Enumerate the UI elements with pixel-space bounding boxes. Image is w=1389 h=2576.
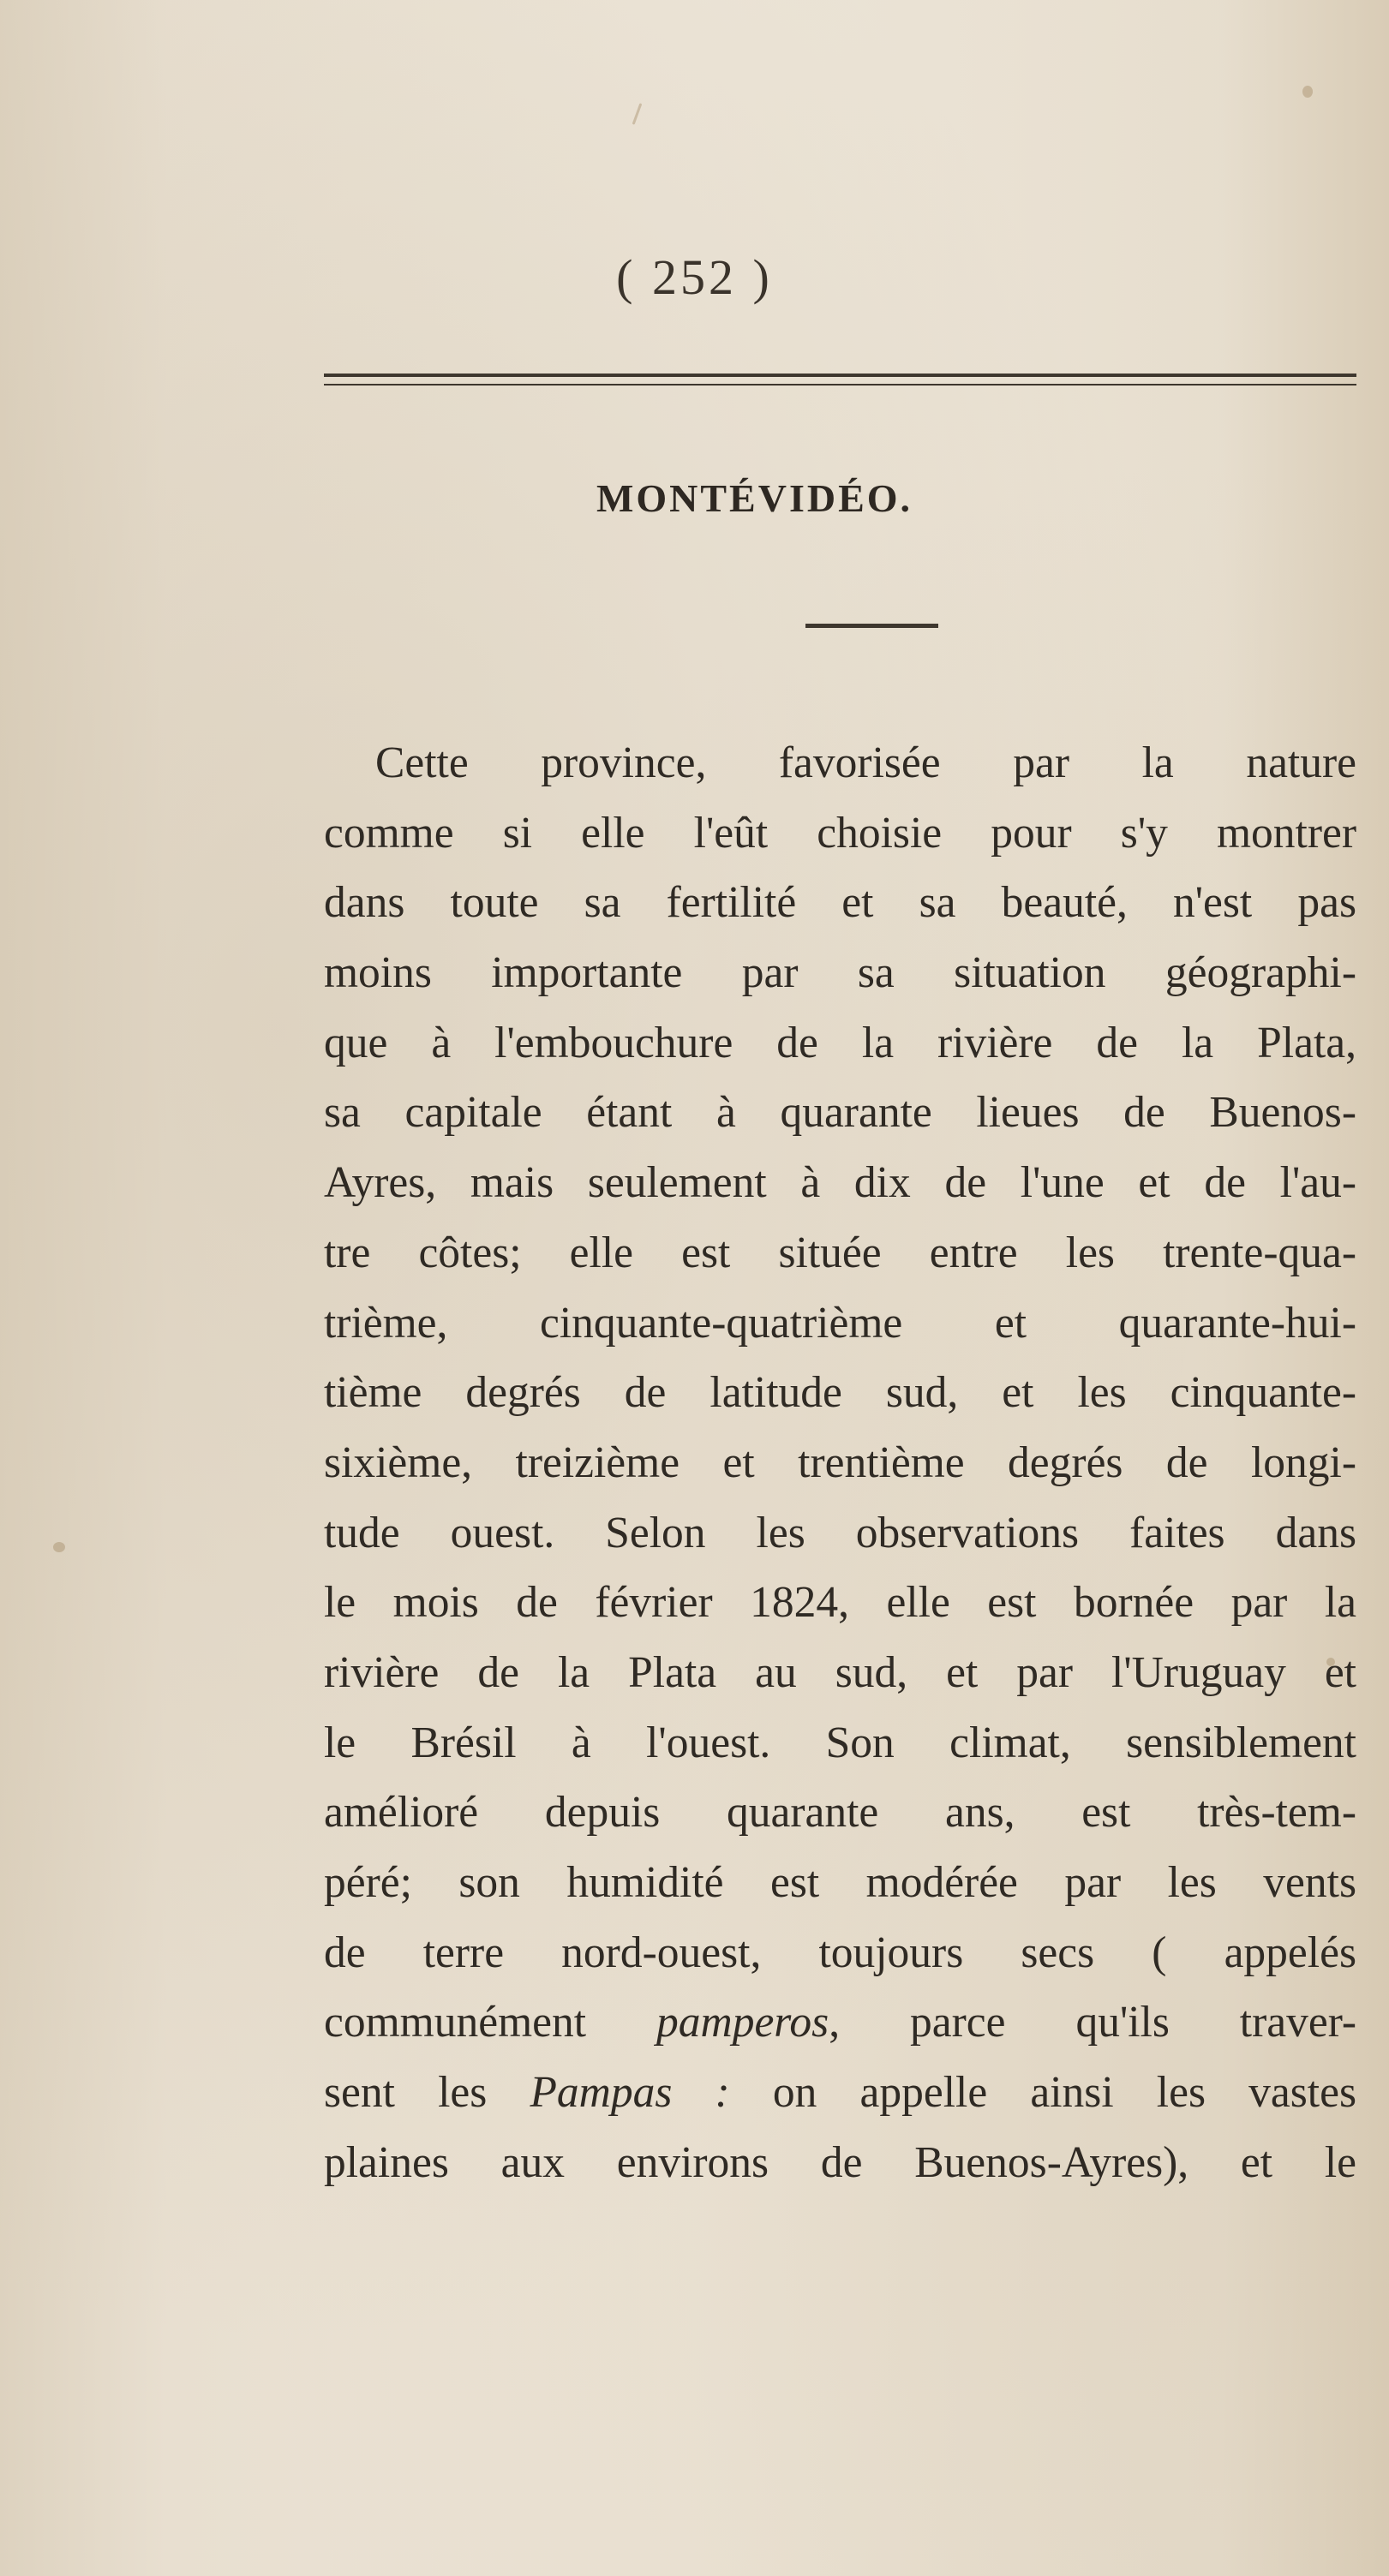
text-line: tude ouest. Selon les observations faites dans: [324, 1508, 1356, 1557]
heading-rule: [805, 624, 938, 628]
header-double-rule: [324, 374, 1356, 386]
text-run: on appelle ainsi les vastes: [729, 2068, 1356, 2118]
text-line: tre côtes; elle est située entre les trente-qua-: [324, 1228, 1356, 1277]
text-line: plaines aux environs de Buenos-Ayres), et le: [324, 2137, 1356, 2187]
text-line: Ayres, mais seulement à dix de l'une et de l'au-: [324, 1158, 1356, 1208]
text-line: le mois de février 1824, elle est bornée par la: [324, 1578, 1356, 1628]
text-line: [324, 2058, 1356, 2128]
foxing-spot: [1302, 86, 1313, 98]
text-run: , parce qu'ils traver-: [829, 1998, 1357, 2047]
text-line: sa capitale étant à quarante lieues de Buenos-: [324, 1088, 1356, 1138]
text-line: rivière de la Plata au sud, et par l'Uruguay et: [324, 1647, 1356, 1697]
text-line: sixième, treizième et trentième degrés de longi-: [324, 1437, 1356, 1487]
text-line: moins importante par sa situation géographi-: [324, 948, 1356, 998]
text-line: comme si elle l'eût choisie pour s'y montrer: [324, 808, 1356, 858]
italic-term: pamperos: [656, 1998, 829, 2047]
text-line: [324, 1987, 1356, 2058]
body-paragraph: [324, 728, 1356, 2197]
text-line: amélioré depuis quarante ans, est très-tem-: [324, 1788, 1356, 1838]
text-line: dans toute sa fertilité et sa beauté, n'est pas: [324, 878, 1356, 928]
text-line: péré; son humidité est modérée par les vents: [324, 1858, 1356, 1907]
italic-term: Pampas :: [530, 2068, 730, 2118]
foxing-spot: [632, 103, 643, 124]
text-run: sent les: [324, 2068, 530, 2118]
text-line: tième degrés de latitude sud, et les cinquante-: [324, 1368, 1356, 1418]
text-line: trième, cinquante-quatrième et quarante-hui-: [324, 1298, 1356, 1348]
text-line: que à l'embouchure de la rivière de la Plata,: [324, 1018, 1356, 1067]
text-line: Cette province, favorisée par la nature: [375, 738, 1356, 787]
text-run: communément: [324, 1998, 656, 2047]
foxing-spot: [53, 1542, 65, 1552]
text-line: de terre nord-ouest, toujours secs ( appelés: [324, 1928, 1356, 1977]
text-line: le Brésil à l'ouest. Son climat, sensiblement: [324, 1718, 1356, 1767]
page-number: ( 252 ): [616, 249, 773, 305]
section-heading: MONTÉVIDÉO.: [596, 476, 913, 520]
